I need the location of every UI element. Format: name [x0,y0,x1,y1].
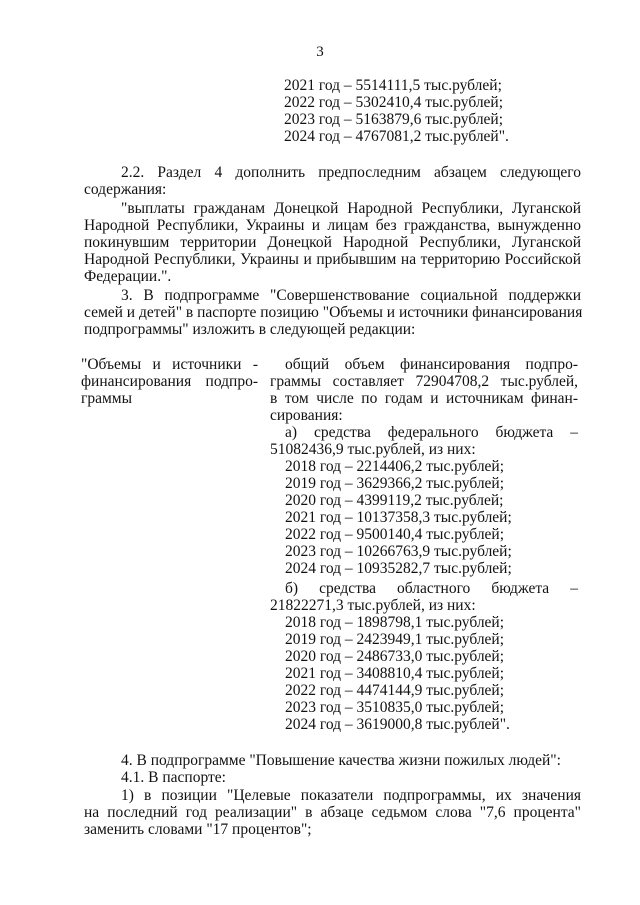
paragraph-line: Федерации.". [84,268,172,285]
subsection-heading: 4.1. В паспорте: [121,769,226,786]
paragraph-line: 2.2. Раздел 4 дополнить предпоследним абзацем следующего [121,164,581,181]
list-item: 2019 год – 3629366,2 тыс.рублей; [285,475,505,492]
table-right-cell-line: сирования: [270,407,343,424]
paragraph-line: содержания: [84,181,167,198]
regional-budget-total: 21822271,3 тыс.рублей, из них: [270,597,476,614]
paragraph-line: заменить словами "17 процентов"; [84,821,312,838]
paragraph-line: Народной Республики, Украины и прибывшим на территорию Российской [84,251,581,268]
paragraph-line: 3. В подпрограмме "Совершенствование социальной поддержки [121,287,581,304]
paragraph-line: на последний год реализации" в абзаце седьмом слова "7,6 процента" [84,804,581,821]
paragraph-line: покинувшим территории Донецкой Народной Республики, Луганской [84,234,581,251]
table-left-cell-line: финансирования подпро- [81,373,258,390]
paragraph-line: Народной Республики, Украины и лицам без гражданства, вынужденно [84,217,581,234]
list-item: 2021 год – 3408810,4 тыс.рублей; [285,665,505,682]
list-item: 2022 год – 9500140,4 тыс.рублей; [285,526,505,543]
federal-budget-line: а) средства федерального бюджета – [285,424,578,441]
list-item: 2023 год – 10266763,9 тыс.рублей; [285,543,512,560]
section-heading: 4. В подпрограмме "Повышение качества жизни пожилых людей": [121,752,561,769]
list-item: 2020 год – 2486733,0 тыс.рублей; [285,648,505,665]
list-item: 2022 год – 5302410,4 тыс.рублей; [284,94,504,111]
paragraph-line: подпрограммы" изложить в следующей редакции: [84,321,416,338]
table-right-cell-line: в том числе по годам и источникам финан- [270,390,578,407]
regional-budget-line: б) средства областного бюджета – [285,580,578,597]
list-item: 2021 год – 5514111,5 тыс.рублей; [284,77,502,94]
paragraph-line: семей и детей" в паспорте позицию "Объемы и источники финансирования [84,304,583,321]
table-left-cell-line: граммы [81,390,133,407]
list-item: 2019 год – 2423949,1 тыс.рублей; [285,631,505,648]
list-item: 2022 год – 4474144,9 тыс.рублей; [285,682,505,699]
list-item: 2020 год – 4399119,2 тыс.рублей; [285,492,504,509]
list-item: 2018 год – 2214406,2 тыс.рублей; [285,458,505,475]
federal-budget-total: 51082436,9 тыс.рублей, из них: [270,441,476,458]
table-right-cell-line: общий объем финансирования подпро- [285,356,578,373]
paragraph-line: 1) в позиции "Целевые показатели подпрограммы, их значения [121,787,581,804]
paragraph-line: "выплаты гражданам Донецкой Народной Республики, Луганской [121,200,581,217]
table-left-cell-line: "Объемы и источники - [81,356,258,373]
list-item: 2024 год – 3619000,8 тыс.рублей". [285,716,510,733]
table-right-cell-line: граммы составляет 72904708,2 тыс.рублей, [270,373,578,390]
page-number: 3 [316,44,324,60]
list-item: 2024 год – 10935282,7 тыс.рублей; [285,560,512,577]
list-item: 2021 год – 10137358,3 тыс.рублей; [285,509,512,526]
list-item: 2024 год – 4767081,2 тыс.рублей". [284,128,509,145]
list-item: 2018 год – 1898798,1 тыс.рублей; [285,614,505,631]
list-item: 2023 год – 5163879,6 тыс.рублей; [284,111,504,128]
list-item: 2023 год – 3510835,0 тыс.рублей; [285,699,505,716]
